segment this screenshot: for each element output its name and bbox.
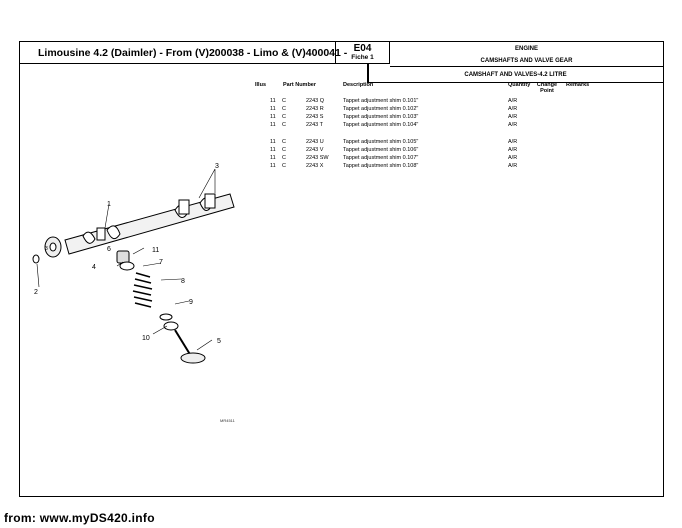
row-description: Tappet adjustment shim 0.102" (343, 106, 419, 112)
section-code: E04 (353, 43, 372, 54)
row-part-number: 2243 U (306, 139, 324, 145)
valve-stem (175, 330, 191, 356)
col-change-point: Change Point (536, 82, 558, 94)
row-prefix: C (282, 122, 286, 128)
row-quantity: A/R (508, 98, 518, 104)
callout-6: 6 (107, 246, 111, 253)
row-description: Tappet adjustment shim 0.106" (343, 147, 419, 153)
row-illus: 11 (270, 106, 276, 112)
fiche-label: Fiche 1 (351, 54, 374, 61)
row-illus: 11 (270, 122, 276, 128)
row-prefix: C (282, 163, 286, 169)
row-quantity: A/R (508, 155, 518, 161)
row-description: Tappet adjustment shim 0.103" (343, 114, 419, 120)
callout-10: 10 (142, 335, 150, 342)
callout-7: 7 (159, 259, 163, 266)
row-part-number: 2243 SW (306, 155, 329, 161)
diagram-reference: MR4511 (220, 418, 235, 423)
col-remarks: Remarks (566, 82, 590, 88)
callout-11: 11 (152, 247, 160, 254)
group-box (390, 42, 663, 67)
row-quantity: A/R (508, 147, 518, 153)
col-quantity: Quantity (508, 82, 531, 88)
row-prefix: C (282, 139, 286, 145)
callout-9: 9 (189, 299, 193, 306)
row-prefix: C (282, 106, 286, 112)
row-illus: 11 (270, 139, 276, 145)
bearing-cap (97, 228, 105, 240)
row-part-number: 2243 Q (306, 98, 325, 104)
callout-3: 3 (215, 163, 219, 170)
callout-5: 5 (217, 338, 221, 345)
subgroup-title: CAMSHAFTS AND VALVE GEAR (480, 58, 573, 64)
row-part-number: 2243 V (306, 147, 324, 153)
row-quantity: A/R (508, 163, 518, 169)
row-part-number: 2243 T (306, 122, 324, 128)
source-footer: from: www.myDS420.info (4, 511, 155, 525)
callout-4: 4 (92, 264, 96, 271)
row-part-number: 2243 X (306, 163, 324, 169)
fiche-box (336, 42, 390, 64)
valve-collar (164, 322, 178, 330)
row-quantity: A/R (508, 139, 518, 145)
row-description: Tappet adjustment shim 0.104" (343, 122, 419, 128)
col-part-number: Part Number (283, 82, 317, 88)
bearing-cap (205, 194, 215, 208)
section-title: CAMSHAFT AND VALVES-4.2 LITRE (368, 67, 663, 83)
row-description: Tappet adjustment shim 0.105" (343, 139, 419, 145)
flange-callout-3: 3 (45, 246, 48, 252)
page-title: Limousine 4.2 (Daimler) - From (V)200038 - Limo & (V)400041 - (20, 42, 336, 64)
row-quantity: A/R (508, 114, 518, 120)
callout-1: 1 (107, 201, 111, 208)
row-description: Tappet adjustment shim 0.108" (343, 163, 419, 169)
row-prefix: C (282, 147, 286, 153)
callout-2: 2 (34, 289, 38, 296)
row-quantity: A/R (508, 122, 518, 128)
spring-seat (160, 314, 172, 320)
row-illus: 11 (270, 98, 276, 104)
dowel-pin (33, 255, 39, 263)
bearing-cap (179, 200, 189, 214)
row-description: Tappet adjustment shim 0.107" (343, 155, 419, 161)
row-prefix: C (282, 114, 286, 120)
valve-head (181, 353, 205, 363)
group-title: ENGINE (514, 46, 538, 52)
camshaft-exploded-diagram (25, 158, 255, 398)
row-quantity: A/R (508, 106, 518, 112)
row-description: Tappet adjustment shim 0.101" (343, 98, 419, 104)
callout-8: 8 (181, 278, 185, 285)
row-part-number: 2243 R (306, 106, 324, 112)
row-part-number: 2243 S (306, 114, 324, 120)
col-illus: Illus (255, 82, 267, 88)
tappet-bucket (117, 251, 129, 263)
col-description: Description (343, 82, 374, 88)
row-illus: 11 (270, 147, 276, 153)
valve-spring (133, 273, 152, 307)
row-illus: 11 (270, 163, 276, 169)
row-prefix: C (282, 155, 286, 161)
adjustment-shim (120, 262, 134, 270)
row-illus: 11 (270, 155, 276, 161)
row-illus: 11 (270, 114, 276, 120)
row-prefix: C (282, 98, 286, 104)
